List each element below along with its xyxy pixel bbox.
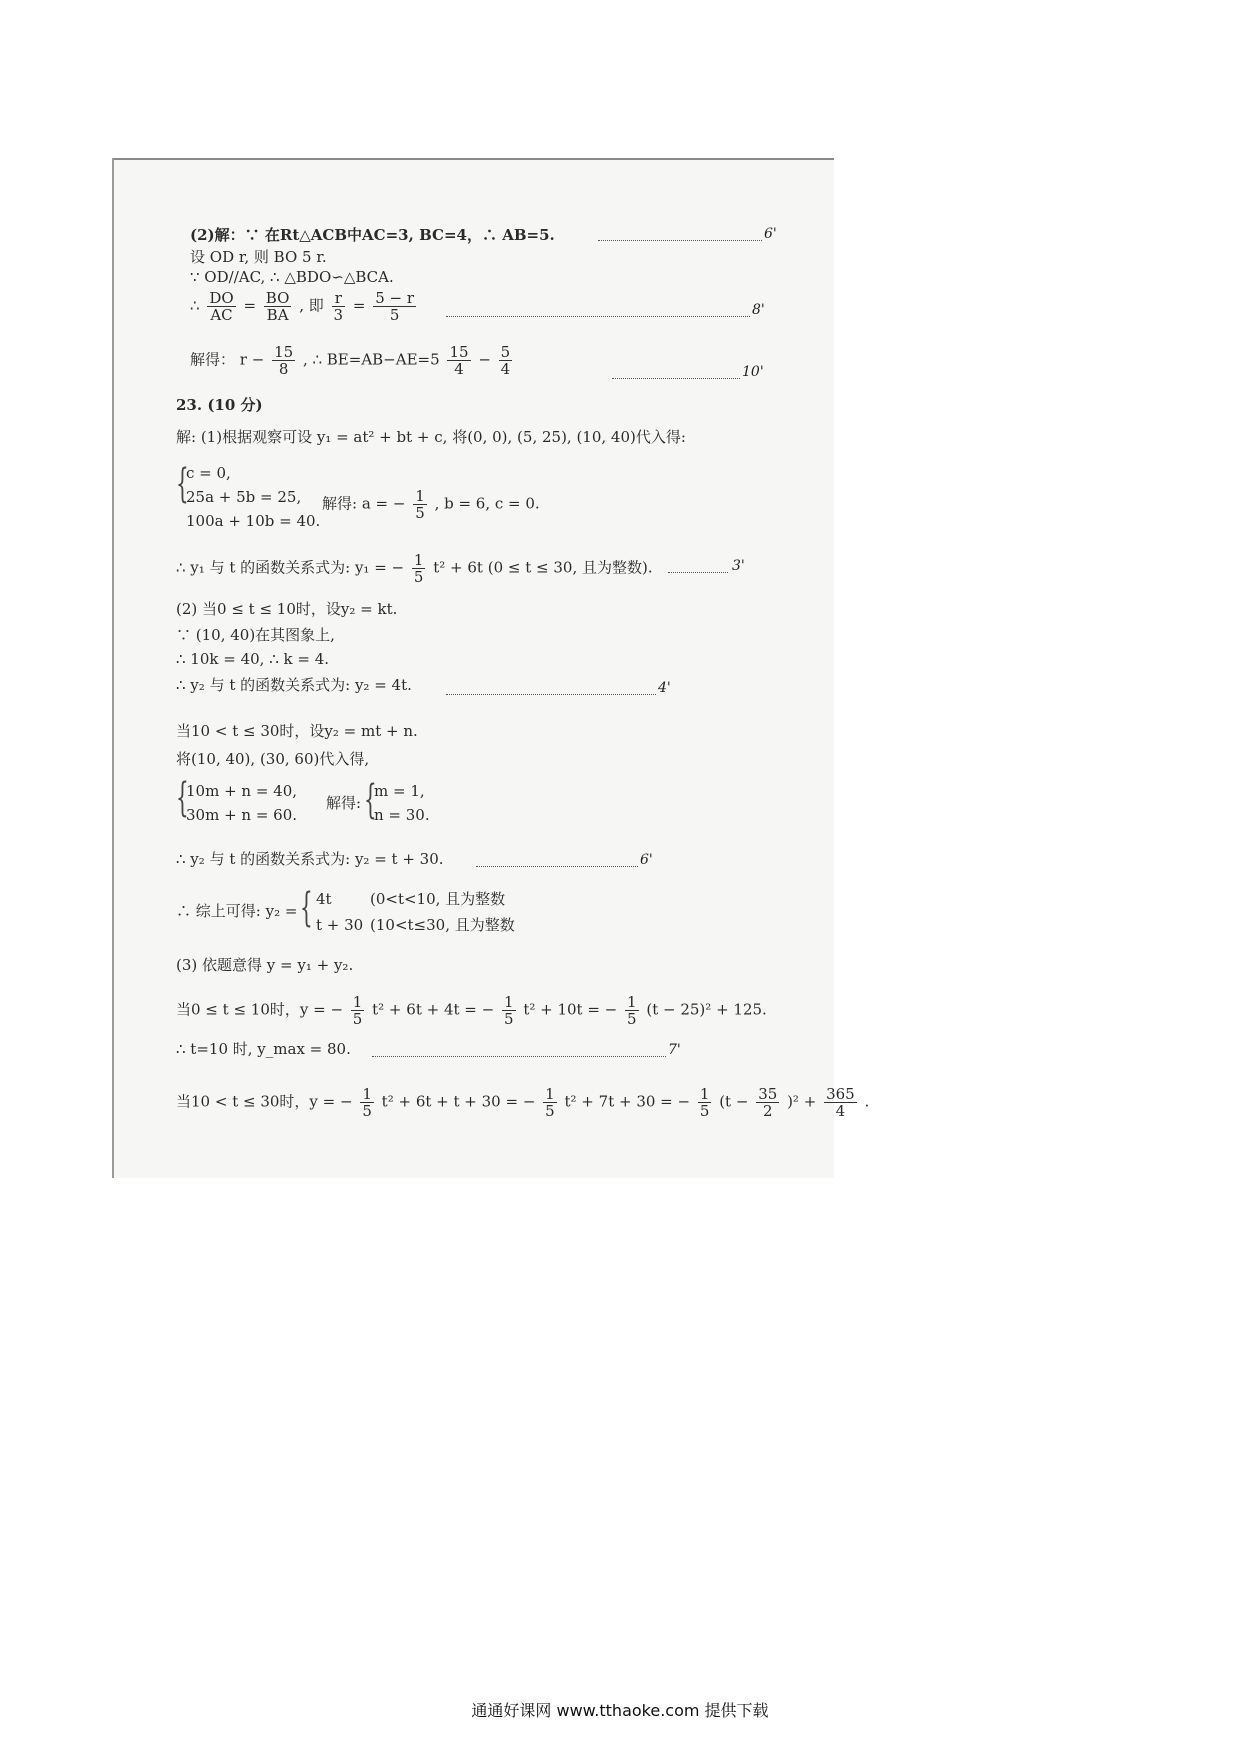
score-leader	[446, 316, 750, 317]
q23-line12: 当0 ≤ t ≤ 10时，y = − $\frac{1}{5}$ t² + 6t + 4t = − $\frac{1}{5}$ t² + 10t = − $\frac{1}{5}$ (t − 25)² + 125.	[176, 993, 767, 1028]
score-mark: 7'	[668, 1042, 681, 1058]
score-mark: 10'	[742, 364, 764, 380]
system2-eq1: 10m + n = 40,	[186, 782, 298, 800]
score-mark: 3'	[732, 558, 745, 574]
system1-eq3: 100a + 10b = 40.	[186, 512, 321, 530]
score-mark: 6'	[764, 226, 777, 242]
part2-line3: ∵ OD//AC, ∴ △BDO∽△BCA.	[190, 268, 394, 286]
score-leader	[668, 572, 728, 573]
system2-eq2: 30m + n = 60.	[186, 806, 298, 824]
q23-line4: ∵ (10, 40)在其图象上,	[176, 626, 335, 644]
score-leader	[476, 866, 638, 867]
q23-line7: 当10 < t ≤ 30时，设y₂ = mt + n.	[176, 722, 418, 740]
q23-line3: (2) 当0 ≤ t ≤ 10时，设y₂ = kt.	[176, 600, 398, 618]
system1-solution: 解得: a = − $\frac{1}{5}$ , b = 6, c = 0.	[322, 487, 540, 522]
q23-line8: 将(10, 40), (30, 60)代入得,	[176, 750, 370, 768]
q23-line11: (3) 依题意得 y = y₁ + y₂.	[176, 956, 354, 974]
score-leader	[446, 694, 656, 695]
part2-line4: ∴ $\frac{DO}{AC}$ = $\frac{BO}{BA}$ , 即 $\frac{r}{3}$ = $\frac{5 - r}{5}$	[190, 289, 415, 324]
part2-line5: 解得： r − $\frac{15}{8}$ , ∴ BE=AB−AE=5 $\frac{15}{4}$ − $\frac{5}{4}$	[190, 343, 511, 378]
piecewise-case2: t + 30	[316, 916, 364, 934]
system1-eq2: 25a + 5b = 25,	[186, 488, 302, 506]
system-brace: {	[364, 777, 377, 823]
score-leader	[598, 240, 762, 241]
q23-line9: ∴ y₂ 与 t 的函数关系式为: y₂ = t + 30.	[176, 850, 444, 868]
system2-solution-label: 解得:	[326, 794, 362, 812]
page-left-border	[112, 158, 114, 1178]
piecewise-case1: 4t	[316, 890, 332, 908]
system2-solution-m: m = 1,	[374, 782, 425, 800]
score-mark: 6'	[640, 852, 653, 868]
piecewise-case1-condition: (0<t<10, 且为整数	[370, 890, 506, 908]
footer-attribution: 通通好课网 www.tthaoke.com 提供下载	[471, 1701, 769, 1720]
score-mark: 4'	[658, 680, 671, 696]
piecewise-case2-condition: (10<t≤30, 且为整数	[370, 916, 515, 934]
q23-line13: ∴ t=10 时, y_max = 80.	[176, 1040, 351, 1058]
score-leader	[612, 378, 740, 379]
q23-line10-prefix: ∴ 综上可得: y₂ =	[176, 902, 298, 920]
score-mark: 8'	[752, 302, 765, 318]
q23-line14: 当10 < t ≤ 30时，y = − $\frac{1}{5}$ t² + 6t + t + 30 = − $\frac{1}{5}$ t² + 7t + 30 = − $\frac{1}{5}$ (t − $\frac{35}{2}$ )² + $\frac{365}{4}$ .	[176, 1085, 870, 1120]
page-top-border	[112, 158, 834, 160]
system1-eq1: c = 0,	[186, 464, 231, 482]
q23-line5: ∴ 10k = 40, ∴ k = 4.	[176, 650, 330, 668]
system2-solution-n: n = 30.	[374, 806, 430, 824]
part2-line2: 设 OD r, 则 BO 5 r.	[190, 248, 327, 266]
part2-line1: (2)解：∵ 在Rt△ACB中AC=3, BC=4，∴ AB=5.	[190, 226, 555, 244]
q23-heading: 23. (10 分)	[176, 396, 263, 414]
q23-line6: ∴ y₂ 与 t 的函数关系式为: y₂ = 4t.	[176, 676, 412, 694]
q23-line2: ∴ y₁ 与 t 的函数关系式为: y₁ = − $\frac{1}{5}$ t² + 6t (0 ≤ t ≤ 30, 且为整数).	[176, 551, 653, 586]
system-brace: {	[176, 461, 189, 507]
system-brace: {	[176, 775, 189, 821]
q23-line1: 解: (1)根据观察可设 y₁ = at² + bt + c, 将(0, 0), (5, 25), (10, 40)代入得:	[176, 428, 686, 446]
score-leader	[372, 1056, 666, 1057]
system-brace: {	[300, 885, 313, 931]
